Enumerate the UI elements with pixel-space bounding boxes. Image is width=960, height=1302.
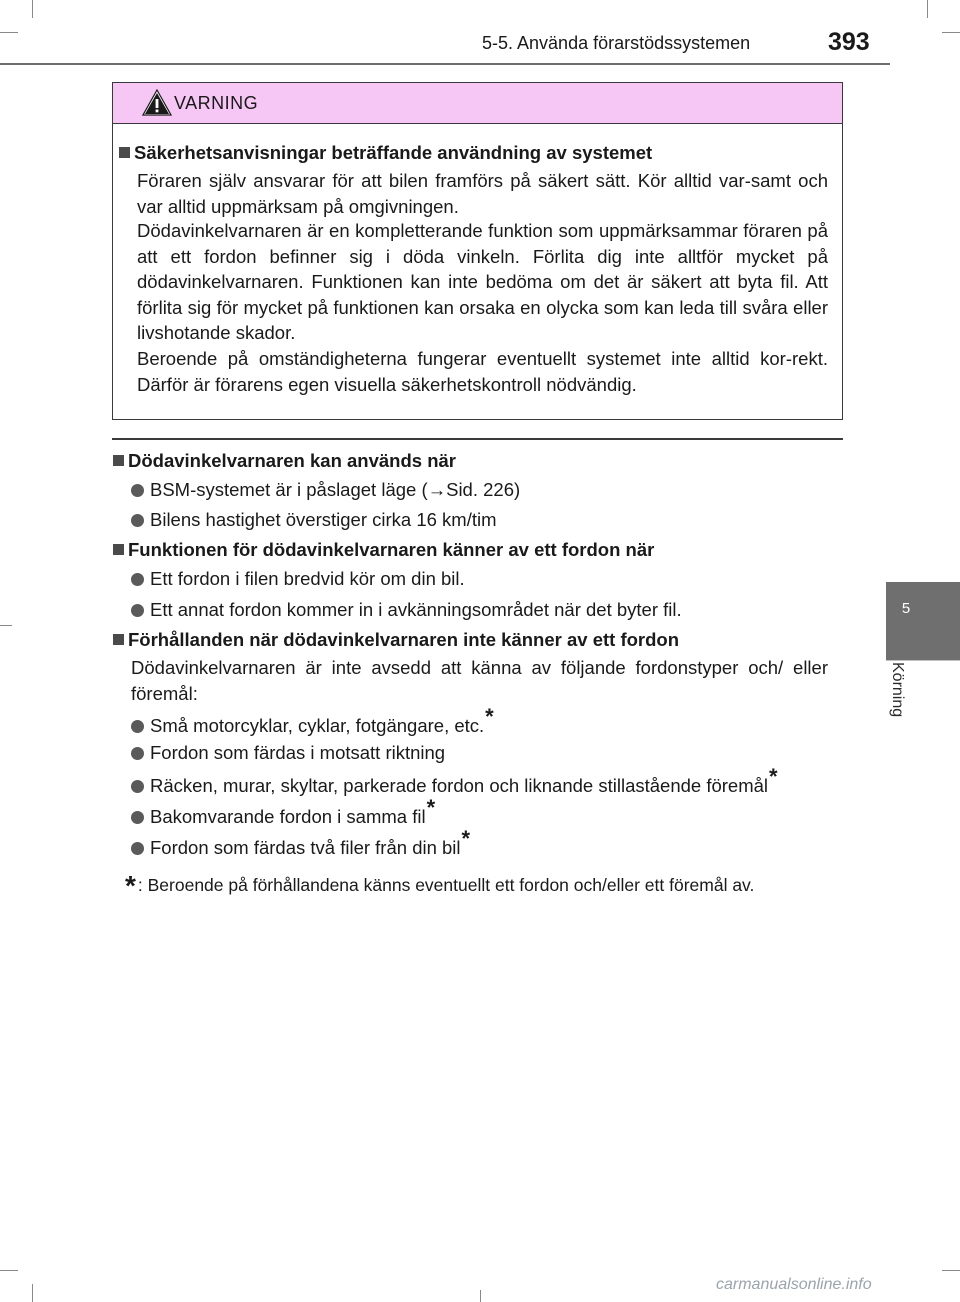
chapter-number: 5	[901, 600, 911, 617]
list-item: Bilens hastighet överstiger cirka 16 km/tim	[131, 509, 497, 531]
section-title: 5-5. Använda förarstödssystemen	[482, 33, 751, 53]
round-bullet-icon	[131, 573, 144, 586]
warning-title: VARNING	[174, 93, 259, 113]
footnote-marker: *	[125, 870, 136, 901]
square-bullet-icon	[119, 147, 130, 158]
square-bullet-icon	[113, 455, 124, 466]
section-intro: Dödavinkelvarnaren är inte avsedd att känna av följande fordonstyper och/ eller föremål:	[131, 657, 828, 704]
warning-paragraph: Dödavinkelvarnaren är en kompletterande funktion som uppmärksammar föraren på att ett fordon befinner sig i döda vinkeln. Förlita dig inte alltför mycket på dödavinkelvarnaren. Funktionen kan inte bedöma om det är säkert att byta fil. Att förlita sig för mycket på funktionen kan orsaka en olycka som kan leda till svåra eller livshotande skador.	[137, 220, 828, 343]
list-item: Ett annat fordon kommer in i avkänningsområdet när det byter fil.	[131, 599, 682, 621]
section-heading: Förhållanden när dödavinkelvarnaren inte känner av ett fordon	[113, 629, 679, 651]
list-item: Bakomvarande fordon i samma fil*	[131, 803, 435, 829]
crop-mark	[0, 625, 12, 626]
round-bullet-icon	[131, 720, 144, 733]
round-bullet-icon	[131, 811, 144, 824]
asterisk-marker: *	[769, 764, 778, 789]
section-divider	[112, 438, 843, 440]
watermark: carmanualsonline.info	[716, 1276, 872, 1293]
crop-mark	[32, 1284, 33, 1302]
square-bullet-icon	[113, 634, 124, 645]
warning-paragraph: Föraren själv ansvarar för att bilen framförs på säkert sätt. Kör alltid var-samt och var alltid uppmärksam på omgivningen.	[137, 170, 828, 217]
page-number: 393	[828, 28, 870, 56]
round-bullet-icon	[131, 842, 144, 855]
crop-mark	[480, 1290, 481, 1302]
round-bullet-icon	[131, 747, 144, 760]
round-bullet-icon	[131, 604, 144, 617]
round-bullet-icon	[131, 780, 144, 793]
chapter-tab-divider	[886, 660, 960, 661]
asterisk-marker: *	[485, 704, 494, 729]
list-item: Små motorcyklar, cyklar, fotgängare, etc.*	[131, 712, 494, 738]
header-divider	[0, 63, 890, 65]
asterisk-marker: *	[461, 826, 471, 851]
crop-mark	[0, 1270, 18, 1271]
warning-paragraph: Beroende på omständigheterna fungerar eventuellt systemet inte alltid kor-rekt. Därför är förarens egen visuella säkerhetskontroll nödvändig.	[137, 348, 828, 395]
list-item: BSM-systemet är i påslaget läge (→Sid. 226)	[131, 479, 520, 501]
chapter-tab	[886, 582, 960, 660]
list-item: Fordon som färdas två filer från din bil*	[131, 834, 470, 860]
crop-mark	[942, 1270, 960, 1271]
warning-heading: Säkerhetsanvisningar beträffande användning av systemet	[119, 142, 652, 164]
crop-mark	[927, 0, 928, 18]
asterisk-marker: *	[426, 795, 436, 820]
round-bullet-icon	[131, 514, 144, 527]
section-heading: Funktionen för dödavinkelvarnaren känner av ett fordon när	[113, 539, 654, 561]
list-item: Fordon som färdas i motsatt riktning	[131, 742, 445, 764]
chapter-label: Körning	[889, 662, 906, 718]
crop-mark	[32, 0, 33, 18]
list-item: Räcken, murar, skyltar, parkerade fordon och liknande stillastående föremål*	[131, 772, 778, 798]
crop-mark	[0, 32, 18, 33]
warning-header	[113, 83, 842, 124]
round-bullet-icon	[131, 484, 144, 497]
crop-mark	[942, 32, 960, 33]
list-item: Ett fordon i filen bredvid kör om din bil.	[131, 568, 465, 590]
section-heading: Dödavinkelvarnaren kan används när	[113, 450, 456, 472]
warning-triangle-icon	[142, 89, 172, 116]
footnote: * : Beroende på förhållandena känns eventuellt ett fordon och/eller ett föremål av.	[125, 870, 755, 901]
square-bullet-icon	[113, 544, 124, 555]
